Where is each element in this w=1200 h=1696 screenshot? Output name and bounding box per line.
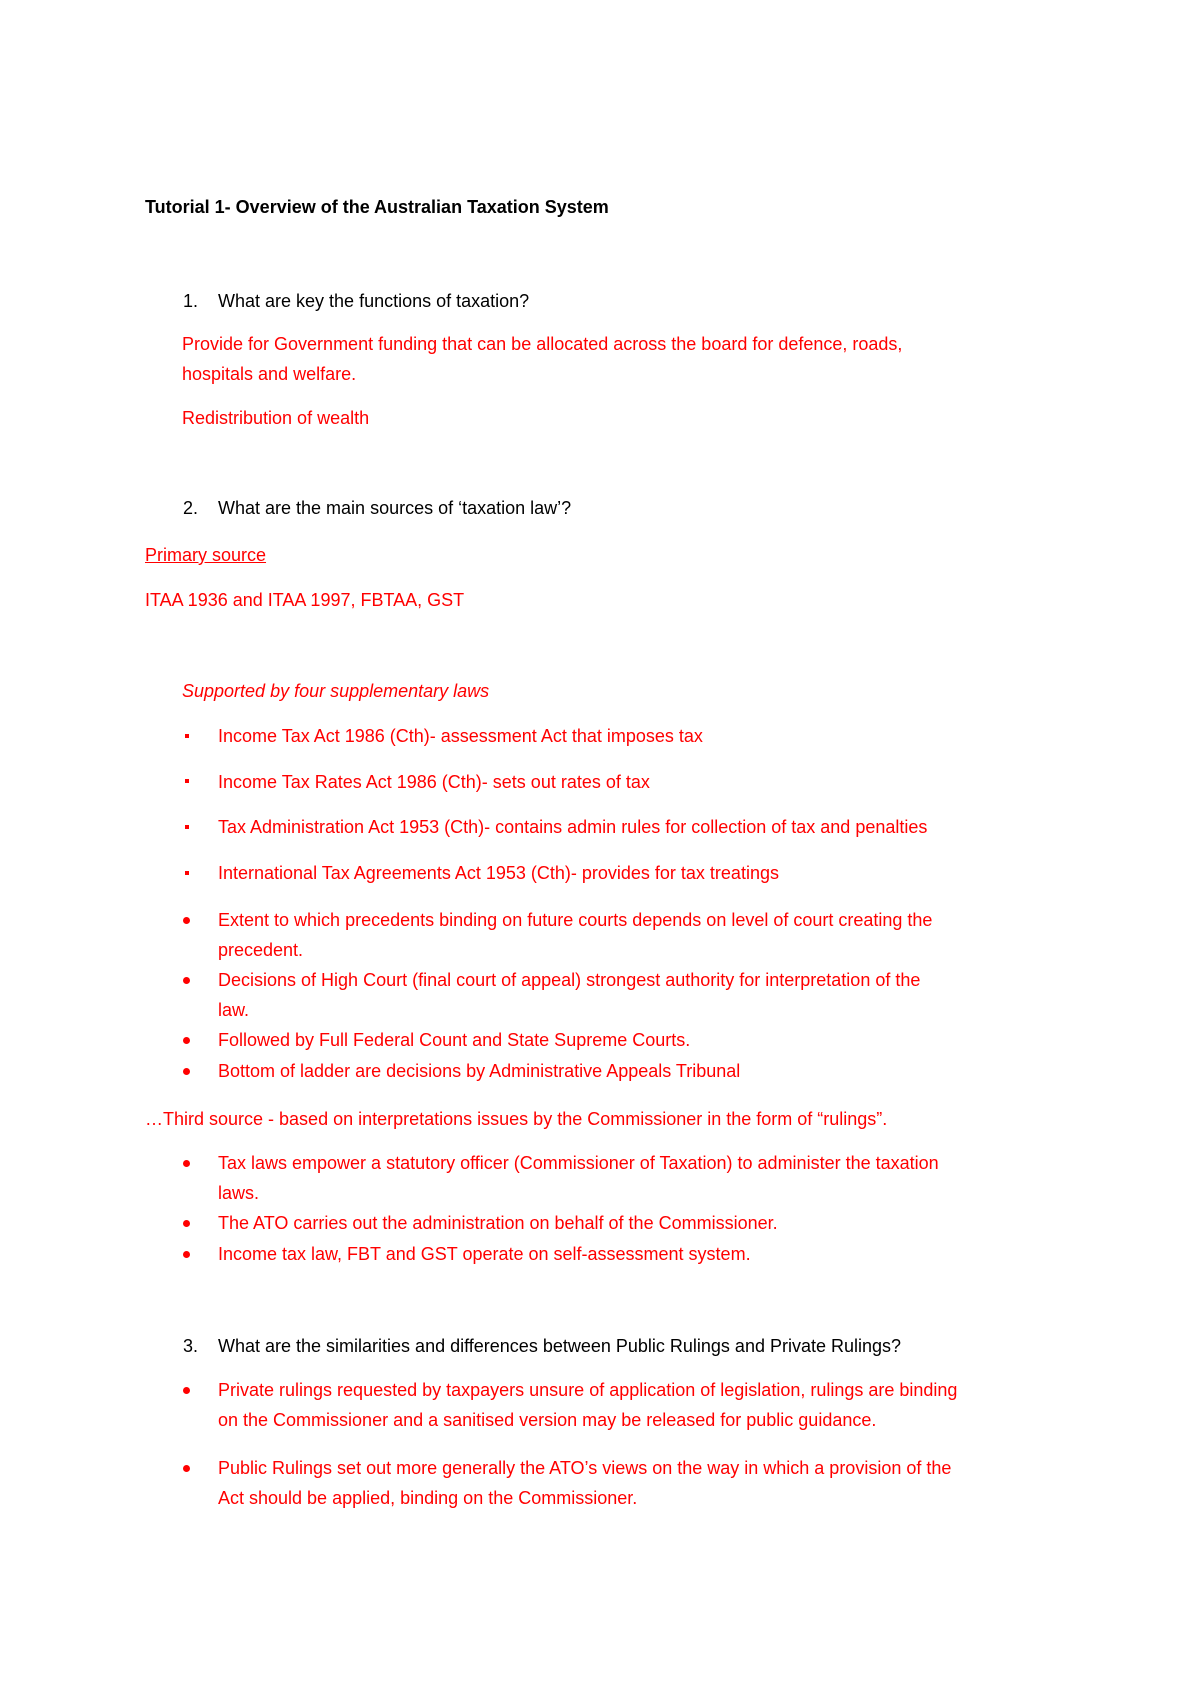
third-source-text: …Third source - based on interpretations issues by the Commissioner in the form of “rulings”. [145,1109,888,1129]
list-item-continuation: on the Commissioner and a sanitised version may be released for public guidance. [218,1410,877,1430]
round-bullet [183,917,190,924]
round-bullet [183,1251,190,1258]
question-1-text: What are key the functions of taxation? [218,291,530,311]
list-item: Tax laws empower a statutory officer (Commissioner of Taxation) to administer the taxation [218,1153,939,1173]
list-item: Income Tax Act 1986 (Cth)- assessment Act that imposes tax [218,726,703,746]
square-bullet [185,825,189,829]
list-item-continuation: law. [218,1000,250,1020]
list-item: Income tax law, FBT and GST operate on self-assessment system. [218,1244,751,1264]
round-bullet [183,1387,190,1394]
list-item: Income Tax Rates Act 1986 (Cth)- sets out rates of tax [218,772,650,792]
question-1-number: 1. [183,291,199,311]
list-item: Followed by Full Federal Count and State Supreme Courts. [218,1030,691,1050]
square-bullet [185,779,189,783]
round-bullet [183,1220,190,1227]
answer-1-item-2: Redistribution of wealth [182,408,370,428]
list-item-continuation: precedent. [218,940,304,960]
supplementary-heading: Supported by four supplementary laws [182,681,490,701]
list-item-continuation: Act should be applied, binding on the Commissioner. [218,1488,638,1508]
list-item: Public Rulings set out more generally the ATO’s views on the way in which a provision of the [218,1458,952,1478]
primary-source-heading: Primary source [145,545,267,565]
square-bullet [185,734,189,738]
list-item: Tax Administration Act 1953 (Cth)- contains admin rules for collection of tax and penalties [218,817,928,837]
list-item: Private rulings requested by taxpayers unsure of application of legislation, rulings are binding [218,1380,958,1400]
square-bullet [185,871,189,875]
primary-source-text: ITAA 1936 and ITAA 1997, FBTAA, GST [145,590,465,610]
list-item-continuation: laws. [218,1183,260,1203]
question-3-number: 3. [183,1336,199,1356]
round-bullet [183,1160,190,1167]
list-item: Bottom of ladder are decisions by Administrative Appeals Tribunal [218,1061,741,1081]
round-bullet [183,977,190,984]
answer-1-line-1: Provide for Government funding that can be allocated across the board for defence, roads, [182,334,903,354]
list-item: Decisions of High Court (final court of appeal) strongest authority for interpretation of the [218,970,921,990]
document-title: Tutorial 1- Overview of the Australian Taxation System [145,197,609,217]
round-bullet [183,1068,190,1075]
list-item: International Tax Agreements Act 1953 (Cth)- provides for tax treatings [218,863,779,883]
question-3-text: What are the similarities and differences between Public Rulings and Private Rulings? [218,1336,902,1356]
answer-1-line-2: hospitals and welfare. [182,364,357,384]
list-item: Extent to which precedents binding on future courts depends on level of court creating the [218,910,933,930]
list-item: The ATO carries out the administration on behalf of the Commissioner. [218,1213,778,1233]
round-bullet [183,1465,190,1472]
question-2-number: 2. [183,498,199,518]
round-bullet [183,1037,190,1044]
question-2-text: What are the main sources of ‘taxation law’? [218,498,572,518]
